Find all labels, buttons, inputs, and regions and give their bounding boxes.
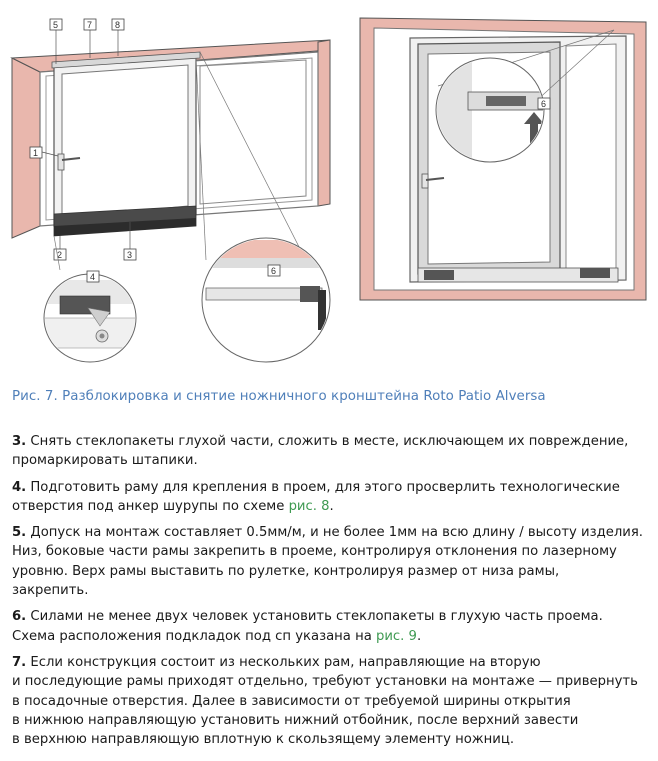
callout-5: 5: [53, 20, 59, 30]
callout-7: 7: [87, 20, 93, 30]
step-text-line: и последующие рамы приходят отдельно, требуют установки на монтаже — привернуть: [12, 674, 638, 690]
step-text-line: закрепить.: [12, 583, 89, 599]
instruction-steps: [12, 432, 652, 756]
step-text-line: отверстия под анкер шурупы по схеме: [12, 498, 289, 514]
step-text-line: уровню. Верх рамы выставить по рулетке, контролируя размер от низа рамы,: [12, 563, 560, 579]
step-5: [12, 523, 652, 600]
step-text-line: Снять стеклопакеты глухой части, сложить в месте, исключающем их повреждение,: [30, 434, 629, 449]
step-text-line: Низ, боковые части рамы закрепить в проеме, контролируя отклонения по лазерному: [12, 544, 617, 560]
figure-illustration: [0, 0, 658, 380]
step-text-line: в нижнюю направляющую установить нижний отбойник, после верхний завести: [12, 712, 579, 728]
step-text-line: Силами не менее двух человек установить стеклопакеты в глухую часть проема.: [30, 609, 603, 625]
step-text-tail: .: [416, 628, 422, 644]
callout-8: 8: [115, 20, 121, 30]
step-text-line: в верхнюю направляющую вплотную к скользящему элементу ножниц.: [12, 732, 515, 748]
callout-6-left: 6: [271, 266, 277, 276]
callout-1: 1: [33, 148, 39, 158]
step-text-line: Подготовить раму для крепления в проем, для этого просверлить технологические: [30, 479, 620, 495]
step-number: 4.: [12, 479, 27, 495]
step-4: [12, 478, 652, 517]
figure-link[interactable]: рис. 9: [375, 628, 417, 644]
step-number: 7.: [12, 654, 27, 670]
step-number: 6.: [12, 609, 27, 625]
callout-4: 4: [90, 272, 96, 282]
step-number: 5.: [12, 525, 27, 541]
right-drawing: [360, 18, 646, 300]
figure-caption: Рис. 7. Разблокировка и снятие ножничного кронштейна Roto Patio Alversa: [12, 389, 546, 404]
step-3: [12, 432, 652, 471]
callout-2: 2: [57, 250, 63, 260]
step-text-line: Схема расположения подкладок под сп указана на: [12, 628, 376, 644]
figure-link[interactable]: рис. 8: [288, 498, 330, 514]
step-text-tail: .: [329, 498, 334, 514]
step-7: [12, 653, 652, 749]
callout-3: 3: [127, 250, 133, 260]
step-text-line: промаркировать штапики.: [12, 453, 198, 469]
step-text-line: Если конструкция состоит из нескольких рам, направляющие на вторую: [30, 654, 541, 670]
callout-6-right: 6: [541, 99, 547, 109]
step-number: 3.: [12, 434, 27, 449]
step-text-line: Допуск на монтаж составляет 0.5мм/м, и не более 1мм на всю длину / высоту изделия.: [30, 525, 643, 541]
step-6: [12, 607, 652, 646]
step-text-line: в посадочные отверстия. Далее в зависимости от требуемой ширины открытия: [12, 693, 571, 709]
left-drawing: [12, 19, 340, 362]
